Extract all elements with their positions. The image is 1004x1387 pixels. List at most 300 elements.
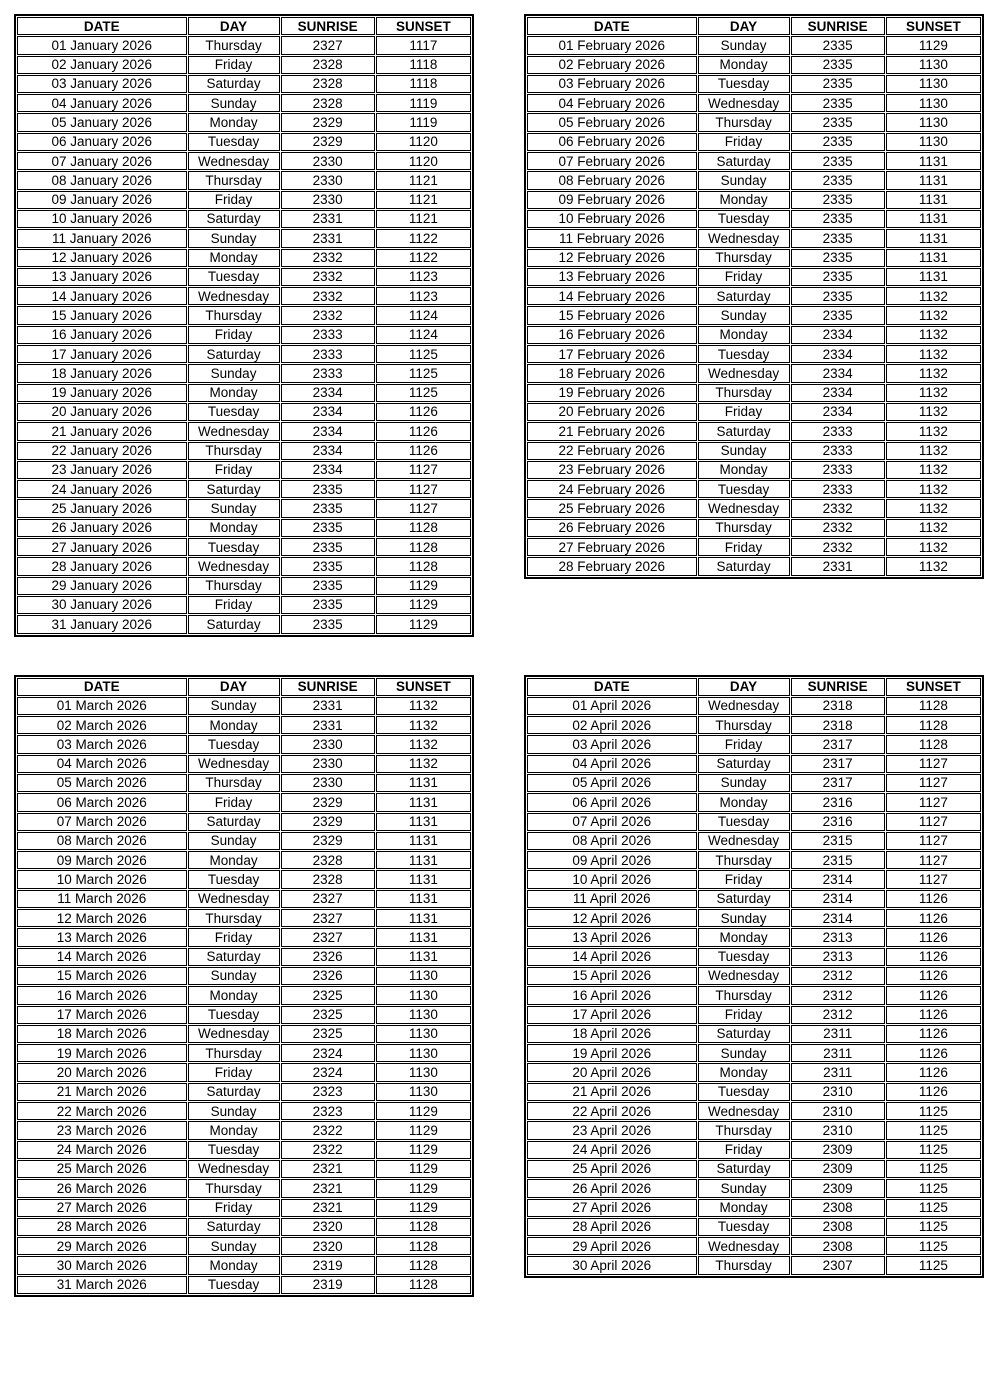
day-cell: Saturday — [188, 75, 280, 93]
date-cell: 28 March 2026 — [17, 1218, 187, 1236]
sunset-cell: 1132 — [886, 557, 981, 575]
date-cell: 04 January 2026 — [17, 94, 187, 112]
day-cell: Thursday — [698, 1121, 790, 1139]
sunset-cell: 1131 — [376, 832, 471, 850]
sunrise-cell: 2333 — [281, 364, 375, 382]
date-cell: 13 March 2026 — [17, 928, 187, 946]
sunset-cell: 1129 — [376, 1141, 471, 1159]
day-cell: Saturday — [188, 615, 280, 633]
table-row — [17, 345, 471, 363]
sunrise-cell: 2335 — [791, 75, 885, 93]
day-cell: Monday — [698, 1199, 790, 1217]
day-cell: Saturday — [698, 152, 790, 170]
day-cell: Saturday — [698, 1025, 790, 1043]
date-cell: 24 January 2026 — [17, 480, 187, 498]
table-row — [17, 403, 471, 421]
table-row — [527, 499, 981, 517]
day-cell: Sunday — [188, 1237, 280, 1255]
day-cell: Saturday — [698, 755, 790, 773]
table-row — [17, 422, 471, 440]
sunrise-cell: 2319 — [281, 1276, 375, 1294]
sunset-cell: 1131 — [886, 268, 981, 286]
column-header-day: DAY — [188, 678, 280, 696]
table-row — [527, 1199, 981, 1217]
table-row — [17, 967, 471, 985]
day-cell: Tuesday — [698, 1218, 790, 1236]
sunset-cell: 1126 — [886, 967, 981, 985]
day-cell: Saturday — [698, 890, 790, 908]
table-row — [527, 735, 981, 753]
sunset-cell: 1131 — [886, 191, 981, 209]
date-cell: 11 April 2026 — [527, 890, 697, 908]
table-row — [527, 345, 981, 363]
date-cell: 02 March 2026 — [17, 716, 187, 734]
date-cell: 05 April 2026 — [527, 774, 697, 792]
column-header-sunset: SUNSET — [886, 17, 981, 35]
day-cell: Tuesday — [698, 210, 790, 228]
table-row — [17, 499, 471, 517]
table-row — [17, 519, 471, 537]
sunset-cell: 1129 — [376, 1102, 471, 1120]
sunset-cell: 1128 — [376, 1256, 471, 1274]
day-cell: Sunday — [188, 229, 280, 247]
table-row — [17, 442, 471, 460]
sunrise-cell: 2335 — [791, 36, 885, 54]
table-row — [527, 1218, 981, 1236]
date-cell: 11 February 2026 — [527, 229, 697, 247]
day-cell: Monday — [698, 191, 790, 209]
sunset-cell: 1124 — [376, 326, 471, 344]
day-cell: Tuesday — [698, 1083, 790, 1101]
day-cell: Tuesday — [188, 268, 280, 286]
table-row — [527, 171, 981, 189]
day-cell: Sunday — [698, 171, 790, 189]
sunrise-cell: 2322 — [281, 1121, 375, 1139]
sunset-cell: 1126 — [376, 422, 471, 440]
sunrise-cell: 2335 — [281, 499, 375, 517]
date-cell: 03 February 2026 — [527, 75, 697, 93]
sunset-cell: 1127 — [886, 870, 981, 888]
date-cell: 12 April 2026 — [527, 909, 697, 927]
table-row — [527, 832, 981, 850]
sunrise-cell: 2310 — [791, 1083, 885, 1101]
date-cell: 20 March 2026 — [17, 1063, 187, 1081]
sunrise-cell: 2335 — [791, 210, 885, 228]
sunset-cell: 1121 — [376, 210, 471, 228]
table-row — [527, 36, 981, 54]
sunrise-cell: 2335 — [791, 191, 885, 209]
date-cell: 31 January 2026 — [17, 615, 187, 633]
sunrise-cell: 2327 — [281, 909, 375, 927]
day-cell: Friday — [698, 870, 790, 888]
sunrise-cell: 2309 — [791, 1160, 885, 1178]
table-row — [527, 519, 981, 537]
sunset-cell: 1130 — [376, 967, 471, 985]
date-cell: 20 February 2026 — [527, 403, 697, 421]
day-cell: Thursday — [188, 171, 280, 189]
sunset-cell: 1128 — [376, 557, 471, 575]
sunrise-cell: 2317 — [791, 735, 885, 753]
date-cell: 28 February 2026 — [527, 557, 697, 575]
sunrise-cell: 2313 — [791, 948, 885, 966]
sunset-cell: 1130 — [376, 1083, 471, 1101]
sunset-cell: 1127 — [376, 499, 471, 517]
table-row — [527, 774, 981, 792]
date-cell: 30 March 2026 — [17, 1256, 187, 1274]
day-cell: Saturday — [698, 557, 790, 575]
date-cell: 06 January 2026 — [17, 133, 187, 151]
sunrise-cell: 2328 — [281, 56, 375, 74]
day-cell: Sunday — [188, 1102, 280, 1120]
sunset-cell: 1132 — [886, 345, 981, 363]
table-row — [17, 326, 471, 344]
sunrise-cell: 2309 — [791, 1141, 885, 1159]
sunrise-cell: 2318 — [791, 716, 885, 734]
sunset-cell: 1125 — [886, 1179, 981, 1197]
day-cell: Sunday — [188, 94, 280, 112]
day-cell: Friday — [698, 735, 790, 753]
table-row — [527, 557, 981, 575]
day-cell: Saturday — [188, 210, 280, 228]
sunset-cell: 1126 — [886, 948, 981, 966]
date-cell: 27 February 2026 — [527, 538, 697, 556]
sunrise-cell: 2334 — [281, 461, 375, 479]
day-cell: Saturday — [698, 287, 790, 305]
sunset-cell: 1129 — [376, 1121, 471, 1139]
table-row — [17, 384, 471, 402]
sunrise-cell: 2335 — [791, 306, 885, 324]
day-cell: Thursday — [698, 1256, 790, 1274]
sunset-cell: 1131 — [886, 210, 981, 228]
table-row — [527, 1044, 981, 1062]
table-row — [17, 1025, 471, 1043]
table-row — [527, 480, 981, 498]
table-row — [17, 735, 471, 753]
day-cell: Tuesday — [188, 1141, 280, 1159]
sunset-cell: 1130 — [886, 94, 981, 112]
column-header-sunrise: SUNRISE — [791, 17, 885, 35]
sunset-cell: 1125 — [886, 1160, 981, 1178]
day-cell: Friday — [188, 928, 280, 946]
sunrise-cell: 2331 — [281, 716, 375, 734]
date-cell: 25 April 2026 — [527, 1160, 697, 1178]
sunrise-cell: 2307 — [791, 1256, 885, 1274]
sunrise-cell: 2334 — [281, 384, 375, 402]
sunrise-cell: 2335 — [281, 577, 375, 595]
sunset-cell: 1131 — [376, 793, 471, 811]
sunrise-cell: 2332 — [791, 538, 885, 556]
sunrise-cell: 2332 — [281, 268, 375, 286]
day-cell: Wednesday — [698, 499, 790, 517]
column-header-sunrise: SUNRISE — [281, 17, 375, 35]
day-cell: Sunday — [188, 967, 280, 985]
day-cell: Tuesday — [698, 480, 790, 498]
table-row — [17, 1179, 471, 1197]
column-header-sunrise: SUNRISE — [791, 678, 885, 696]
table-row — [527, 306, 981, 324]
table-row — [17, 890, 471, 908]
table-row — [17, 268, 471, 286]
sunset-cell: 1125 — [886, 1102, 981, 1120]
sunrise-cell: 2333 — [791, 480, 885, 498]
sunset-cell: 1126 — [376, 442, 471, 460]
date-cell: 21 February 2026 — [527, 422, 697, 440]
table-row — [17, 538, 471, 556]
column-header-date: DATE — [17, 678, 187, 696]
date-cell: 20 January 2026 — [17, 403, 187, 421]
table-row — [17, 249, 471, 267]
day-cell: Tuesday — [188, 1276, 280, 1294]
table-row — [17, 133, 471, 151]
table-row — [17, 1083, 471, 1101]
header-row — [17, 17, 471, 35]
sunrise-cell: 2335 — [281, 596, 375, 614]
table-row — [527, 210, 981, 228]
date-cell: 13 February 2026 — [527, 268, 697, 286]
sunrise-cell: 2320 — [281, 1218, 375, 1236]
sunrise-cell: 2335 — [791, 113, 885, 131]
sunrise-cell: 2311 — [791, 1044, 885, 1062]
date-cell: 05 March 2026 — [17, 774, 187, 792]
table-row — [527, 986, 981, 1004]
sunrise-cell: 2330 — [281, 735, 375, 753]
sunrise-cell: 2327 — [281, 890, 375, 908]
table-row — [17, 832, 471, 850]
day-cell: Wednesday — [698, 229, 790, 247]
date-cell: 18 February 2026 — [527, 364, 697, 382]
table-row — [527, 967, 981, 985]
table-row — [527, 364, 981, 382]
date-cell: 26 March 2026 — [17, 1179, 187, 1197]
column-header-day: DAY — [698, 678, 790, 696]
day-cell: Friday — [698, 1006, 790, 1024]
date-cell: 11 January 2026 — [17, 229, 187, 247]
date-cell: 23 January 2026 — [17, 461, 187, 479]
sunset-cell: 1131 — [886, 171, 981, 189]
table-row — [17, 577, 471, 595]
day-cell: Friday — [188, 1199, 280, 1217]
date-cell: 17 March 2026 — [17, 1006, 187, 1024]
date-cell: 01 January 2026 — [17, 36, 187, 54]
day-cell: Wednesday — [698, 832, 790, 850]
sunset-cell: 1117 — [376, 36, 471, 54]
sunset-cell: 1126 — [886, 1006, 981, 1024]
sunrise-cell: 2330 — [281, 171, 375, 189]
day-cell: Thursday — [188, 774, 280, 792]
column-header-date: DATE — [527, 17, 697, 35]
date-cell: 26 January 2026 — [17, 519, 187, 537]
table-row — [17, 1160, 471, 1178]
sunset-cell: 1132 — [886, 306, 981, 324]
table-row — [17, 191, 471, 209]
table-row — [527, 928, 981, 946]
date-cell: 29 April 2026 — [527, 1237, 697, 1255]
table-row — [17, 461, 471, 479]
date-cell: 16 March 2026 — [17, 986, 187, 1004]
day-cell: Monday — [698, 793, 790, 811]
sunrise-cell: 2326 — [281, 967, 375, 985]
table-row — [527, 422, 981, 440]
date-cell: 14 February 2026 — [527, 287, 697, 305]
date-cell: 10 February 2026 — [527, 210, 697, 228]
day-cell: Sunday — [698, 909, 790, 927]
sunset-cell: 1126 — [886, 1025, 981, 1043]
date-cell: 25 February 2026 — [527, 499, 697, 517]
sunset-cell: 1123 — [376, 268, 471, 286]
date-cell: 04 March 2026 — [17, 755, 187, 773]
column-header-sunset: SUNSET — [376, 17, 471, 35]
day-cell: Tuesday — [188, 133, 280, 151]
table-row — [17, 113, 471, 131]
sunrise-cell: 2334 — [281, 403, 375, 421]
date-cell: 10 March 2026 — [17, 870, 187, 888]
sunrise-cell: 2333 — [791, 461, 885, 479]
sunrise-sunset-table-march — [14, 675, 474, 1298]
date-cell: 25 March 2026 — [17, 1160, 187, 1178]
sunrise-cell: 2310 — [791, 1102, 885, 1120]
day-cell: Wednesday — [698, 94, 790, 112]
sunrise-cell: 2335 — [791, 171, 885, 189]
sunset-cell: 1131 — [376, 928, 471, 946]
table-row — [527, 56, 981, 74]
table-row — [17, 697, 471, 715]
sunrise-cell: 2329 — [281, 133, 375, 151]
date-cell: 03 March 2026 — [17, 735, 187, 753]
date-cell: 01 April 2026 — [527, 697, 697, 715]
date-cell: 07 February 2026 — [527, 152, 697, 170]
table-row — [527, 442, 981, 460]
date-cell: 28 April 2026 — [527, 1218, 697, 1236]
sunset-cell: 1125 — [886, 1218, 981, 1236]
table-row — [527, 948, 981, 966]
sunrise-cell: 2314 — [791, 909, 885, 927]
column-header-date: DATE — [527, 678, 697, 696]
date-cell: 24 March 2026 — [17, 1141, 187, 1159]
day-cell: Saturday — [188, 345, 280, 363]
date-cell: 15 February 2026 — [527, 306, 697, 324]
sunrise-cell: 2322 — [281, 1141, 375, 1159]
day-cell: Sunday — [698, 774, 790, 792]
sunset-cell: 1130 — [376, 986, 471, 1004]
date-cell: 01 March 2026 — [17, 697, 187, 715]
table-row — [527, 287, 981, 305]
sunrise-cell: 2318 — [791, 697, 885, 715]
column-header-day: DAY — [698, 17, 790, 35]
day-cell: Monday — [188, 1121, 280, 1139]
sunrise-cell: 2332 — [791, 519, 885, 537]
sunset-cell: 1119 — [376, 113, 471, 131]
sunrise-cell: 2335 — [281, 519, 375, 537]
date-cell: 27 January 2026 — [17, 538, 187, 556]
date-cell: 09 March 2026 — [17, 851, 187, 869]
sunset-cell: 1122 — [376, 249, 471, 267]
day-cell: Wednesday — [188, 890, 280, 908]
table-row — [527, 755, 981, 773]
date-cell: 04 April 2026 — [527, 755, 697, 773]
table-row — [17, 36, 471, 54]
day-cell: Sunday — [188, 364, 280, 382]
table-row — [17, 793, 471, 811]
table-row — [527, 326, 981, 344]
sunrise-cell: 2319 — [281, 1256, 375, 1274]
sunset-cell: 1130 — [886, 133, 981, 151]
table-row — [17, 1121, 471, 1139]
date-cell: 05 February 2026 — [527, 113, 697, 131]
sunrise-cell: 2333 — [791, 442, 885, 460]
day-cell: Monday — [188, 1256, 280, 1274]
day-cell: Tuesday — [188, 403, 280, 421]
date-cell: 04 February 2026 — [527, 94, 697, 112]
table-row — [17, 94, 471, 112]
day-cell: Monday — [188, 851, 280, 869]
day-cell: Wednesday — [698, 697, 790, 715]
sunrise-cell: 2308 — [791, 1199, 885, 1217]
sunset-cell: 1132 — [886, 364, 981, 382]
day-cell: Saturday — [188, 948, 280, 966]
sunrise-cell: 2330 — [281, 152, 375, 170]
sunrise-cell: 2320 — [281, 1237, 375, 1255]
day-cell: Tuesday — [188, 870, 280, 888]
sunset-cell: 1132 — [886, 422, 981, 440]
date-cell: 10 January 2026 — [17, 210, 187, 228]
day-cell: Saturday — [188, 1083, 280, 1101]
day-cell: Wednesday — [188, 755, 280, 773]
day-cell: Friday — [188, 326, 280, 344]
date-cell: 21 January 2026 — [17, 422, 187, 440]
table-row — [527, 133, 981, 151]
table-row — [17, 1063, 471, 1081]
date-cell: 12 January 2026 — [17, 249, 187, 267]
sunset-cell: 1132 — [886, 442, 981, 460]
sunset-cell: 1126 — [886, 1083, 981, 1101]
table-row — [17, 870, 471, 888]
table-row — [527, 1083, 981, 1101]
day-cell: Friday — [188, 191, 280, 209]
date-cell: 11 March 2026 — [17, 890, 187, 908]
sunrise-cell: 2321 — [281, 1179, 375, 1197]
sunset-cell: 1129 — [376, 596, 471, 614]
table-row — [527, 191, 981, 209]
sunrise-cell: 2321 — [281, 1199, 375, 1217]
sunrise-cell: 2310 — [791, 1121, 885, 1139]
date-cell: 22 February 2026 — [527, 442, 697, 460]
date-cell: 29 March 2026 — [17, 1237, 187, 1255]
sunrise-cell: 2317 — [791, 774, 885, 792]
day-cell: Monday — [698, 326, 790, 344]
sunrise-sunset-table-april — [524, 675, 984, 1278]
sunrise-cell: 2331 — [281, 229, 375, 247]
sunset-cell: 1126 — [376, 403, 471, 421]
sunset-cell: 1131 — [886, 152, 981, 170]
sunset-cell: 1130 — [376, 1063, 471, 1081]
sunrise-sunset-table-january — [14, 14, 474, 637]
sunrise-cell: 2335 — [791, 249, 885, 267]
day-cell: Sunday — [698, 306, 790, 324]
sunset-cell: 1126 — [886, 1063, 981, 1081]
day-cell: Wednesday — [188, 557, 280, 575]
day-cell: Tuesday — [188, 735, 280, 753]
date-cell: 18 March 2026 — [17, 1025, 187, 1043]
day-cell: Friday — [698, 268, 790, 286]
table-row — [17, 851, 471, 869]
sunset-cell: 1123 — [376, 287, 471, 305]
sunrise-cell: 2324 — [281, 1063, 375, 1081]
table-row — [527, 229, 981, 247]
day-cell: Wednesday — [188, 1160, 280, 1178]
day-cell: Thursday — [698, 519, 790, 537]
date-cell: 13 January 2026 — [17, 268, 187, 286]
date-cell: 16 February 2026 — [527, 326, 697, 344]
